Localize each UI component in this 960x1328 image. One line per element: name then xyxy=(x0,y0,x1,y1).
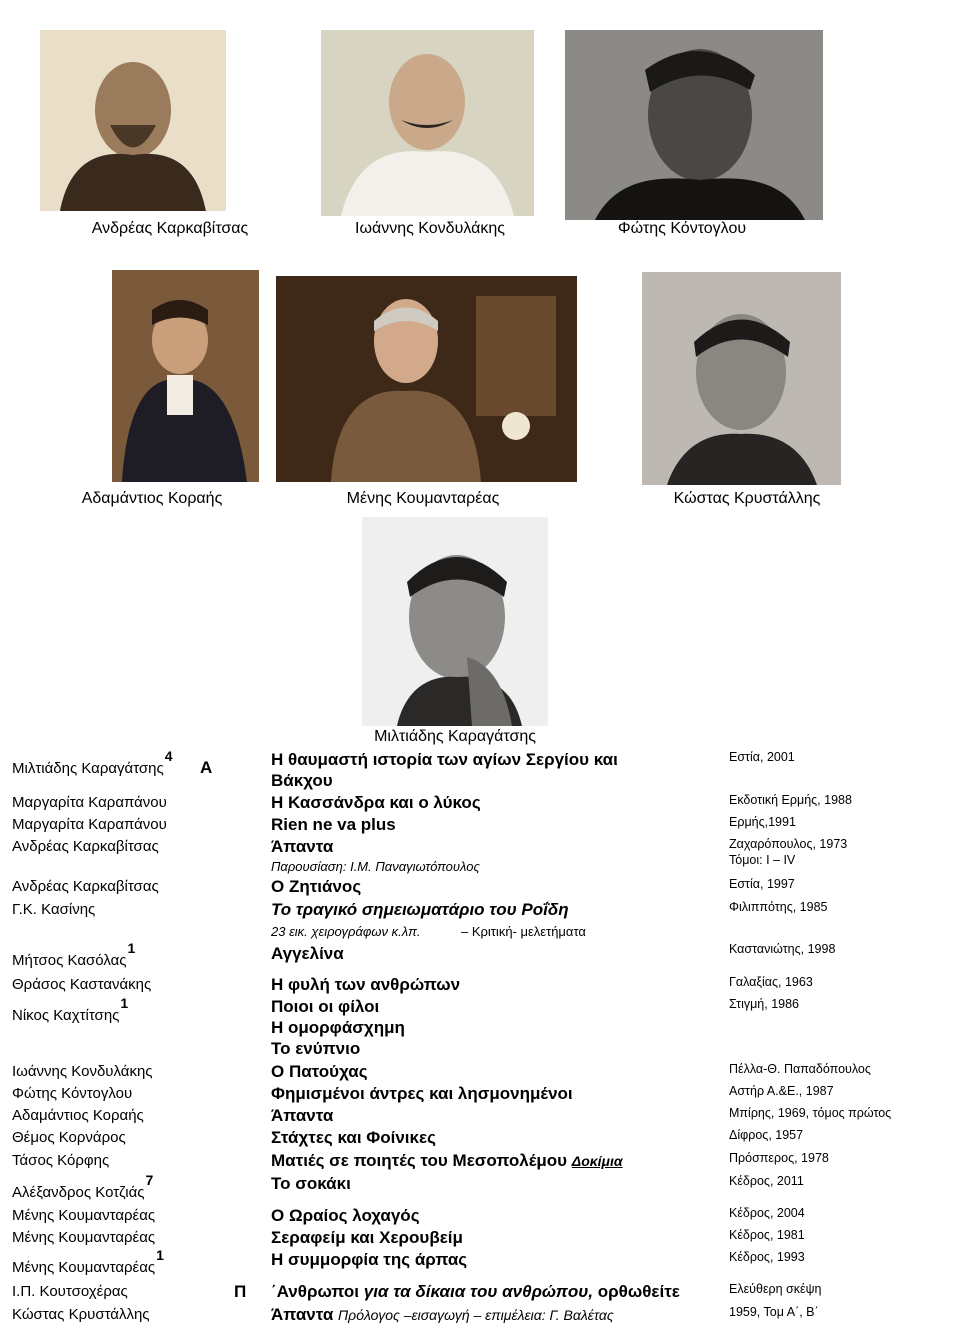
footnote-number: 1 xyxy=(127,940,136,956)
book-title: Ο Ωραίος λοχαγός xyxy=(271,1206,420,1225)
author-name: Θράσος Καστανάκης xyxy=(12,976,152,993)
footnote-number: 4 xyxy=(164,748,173,764)
author-name: Μήτσος Κασόλας xyxy=(12,952,127,969)
footnote-number: 7 xyxy=(145,1172,154,1188)
book-genre: Δοκίμια xyxy=(571,1153,623,1169)
publisher-info: Κέδρος, 2011 xyxy=(729,1174,804,1188)
book-title: Άπαντα xyxy=(271,837,334,856)
portrait-caption: Αδαμάντιος Κοραής xyxy=(81,490,223,507)
publisher-info: Πρόσπερος, 1978 xyxy=(729,1151,829,1165)
book-title: Η θαυμαστή ιστορία των αγίων Σεργίου και xyxy=(271,750,618,769)
author-name: Αλέξανδρος Κοτζιάς xyxy=(12,1184,145,1201)
portrait-caption: Φώτης Κόντογλου xyxy=(617,220,747,237)
publisher-info: Αστήρ Α.&Ε., 1987 xyxy=(729,1084,834,1098)
portrait-photo-korais xyxy=(112,270,259,482)
publisher-info: Εστία, 1997 xyxy=(729,877,795,891)
author-name: Μένης Κουμανταρέας xyxy=(12,1229,156,1246)
publisher-info: Εκδοτική Ερμής, 1988 xyxy=(729,793,852,807)
publisher-info: Πέλλα-Θ. Παπαδόπουλος xyxy=(729,1062,871,1076)
book-title: Άπαντα xyxy=(271,1106,334,1125)
book-title: Φημισμένοι άντρες και λησμονημένοι xyxy=(271,1084,573,1103)
letter-marker: Π xyxy=(234,1282,247,1301)
author-name: Ανδρέας Καρκαβίτσας xyxy=(12,838,159,855)
author-name: Ι.Π. Κουτσοχέρας xyxy=(12,1283,128,1300)
author-name: Μαργαρίτα Καραπάνου xyxy=(12,794,167,811)
author-name: Μένης Κουμανταρέας xyxy=(12,1259,156,1276)
portrait-caption: Ανδρέας Καρκαβίτσας xyxy=(91,220,249,237)
author-name: Θέμος Κορνάρος xyxy=(12,1129,126,1146)
book-title-end: ορθωθείτε xyxy=(597,1282,680,1301)
publisher-info: Κέδρος, 1993 xyxy=(729,1250,805,1264)
publisher-info: Γαλαξίας, 1963 xyxy=(729,975,813,989)
book-title: ΄Ανθρωποι xyxy=(271,1282,360,1301)
portrait-photo-kontoglou xyxy=(565,30,823,220)
book-title: Ματιές σε ποιητές του Μεσοπολέμου xyxy=(271,1151,568,1170)
portrait-caption: Κώστας Κρυστάλλης xyxy=(673,490,821,507)
author-name: Τάσος Κόρφης xyxy=(12,1152,110,1169)
publisher-info: Στιγμή, 1986 xyxy=(729,997,800,1011)
portrait-caption: Μένης Κουμανταρέας xyxy=(346,490,500,507)
book-title: Η συμμορφία της άρπας xyxy=(271,1250,468,1269)
publisher-info: Καστανιώτης, 1998 xyxy=(729,942,836,956)
publisher-info: Φιλιππότης, 1985 xyxy=(729,900,828,914)
publisher-info: Δίφρος, 1957 xyxy=(729,1128,804,1142)
book-title: Rien ne va plus xyxy=(271,815,396,834)
author-name: Μιλτιάδης Καραγάτσης xyxy=(12,760,164,777)
author-name: Μένης Κουμανταρέας xyxy=(12,1207,156,1224)
author-name: Ανδρέας Καρκαβίτσας xyxy=(12,878,159,895)
publisher-info: Ελεύθερη σκέψη xyxy=(729,1282,822,1296)
book-title: Το σοκάκι xyxy=(271,1174,351,1193)
publisher-info: Ερμής,1991 xyxy=(729,815,796,829)
author-name: Αδαμάντιος Κοραής xyxy=(12,1107,144,1124)
publisher-info: Ζαχαρόπουλος, 1973 xyxy=(729,837,848,851)
author-name: Νίκος Καχτίτσης xyxy=(12,1007,120,1024)
author-name: Γ.Κ. Κασίνης xyxy=(12,901,96,918)
publisher-info: Κέδρος, 2004 xyxy=(729,1206,805,1220)
book-editor-note: Πρόλογος –εισαγωγή – επιμέλεια: Γ. Βαλέτας xyxy=(338,1307,614,1323)
book-note: Παρουσίαση: Ι.Μ. Παναγιωτόπουλος xyxy=(271,859,480,874)
portrait-photo-krystallis xyxy=(642,272,841,485)
footnote-number: 1 xyxy=(156,1247,164,1263)
book-title-continued: Βάκχου xyxy=(271,771,333,790)
book-title: Στάχτες και Φοίνικες xyxy=(271,1128,436,1147)
author-name: Μαργαρίτα Καραπάνου xyxy=(12,816,167,833)
author-name: Ιωάννης Κονδυλάκης xyxy=(12,1063,153,1080)
book-title: Άπαντα xyxy=(271,1305,334,1324)
book-title: Σεραφείμ και Χερουβείμ xyxy=(271,1228,463,1247)
book-note: 23 εικ. χειρογράφων κ.λπ. xyxy=(271,924,421,939)
portrait-caption: Μιλτιάδης Καραγάτσης xyxy=(374,728,536,745)
publisher-info: Κέδρος, 1981 xyxy=(729,1228,805,1242)
author-name: Φώτης Κόντογλου xyxy=(12,1085,133,1102)
book-title-third: Το ενύπνιο xyxy=(271,1039,361,1058)
book-note-critique: – Κριτική- μελετήματα xyxy=(461,924,586,939)
book-title: Ο Πατούχας xyxy=(271,1062,368,1081)
portrait-photo-karkavitsas xyxy=(40,30,226,211)
portrait-photo-karagatsis xyxy=(362,517,548,726)
author-name: Κώστας Κρυστάλλης xyxy=(12,1306,150,1323)
publisher-info: Εστία, 2001 xyxy=(729,750,795,764)
publisher-info: Μπίρης, 1969, τόμος πρώτος xyxy=(729,1106,892,1120)
portrait-photo-koumandareas xyxy=(276,276,577,482)
portrait-photo-kondylakis xyxy=(321,30,534,216)
book-title: Το τραγικό σημειωματάριο του Ροΐδη xyxy=(271,900,569,919)
book-title: Η φυλή των ανθρώπων xyxy=(271,975,461,994)
book-title: Ποιοι οι φίλοι xyxy=(271,997,380,1016)
portrait-caption: Ιωάννης Κονδυλάκης xyxy=(355,220,505,237)
book-title: Η Κασσάνδρα και ο λύκος xyxy=(271,793,481,812)
publisher-volumes: Τόμοι: Ι – ΙV xyxy=(729,853,796,867)
letter-marker: Α xyxy=(200,758,213,777)
footnote-number: 1 xyxy=(120,995,129,1011)
book-title: Αγγελίνα xyxy=(271,944,344,963)
publisher-info: 1959, Τομ Α΄, Β΄ xyxy=(729,1305,819,1319)
book-title-second: Η ομορφάσχημη xyxy=(271,1018,405,1037)
book-subtitle: για τα δίκαια του ανθρώπου, xyxy=(363,1282,594,1301)
book-title: Ο Ζητιάνος xyxy=(271,877,362,896)
